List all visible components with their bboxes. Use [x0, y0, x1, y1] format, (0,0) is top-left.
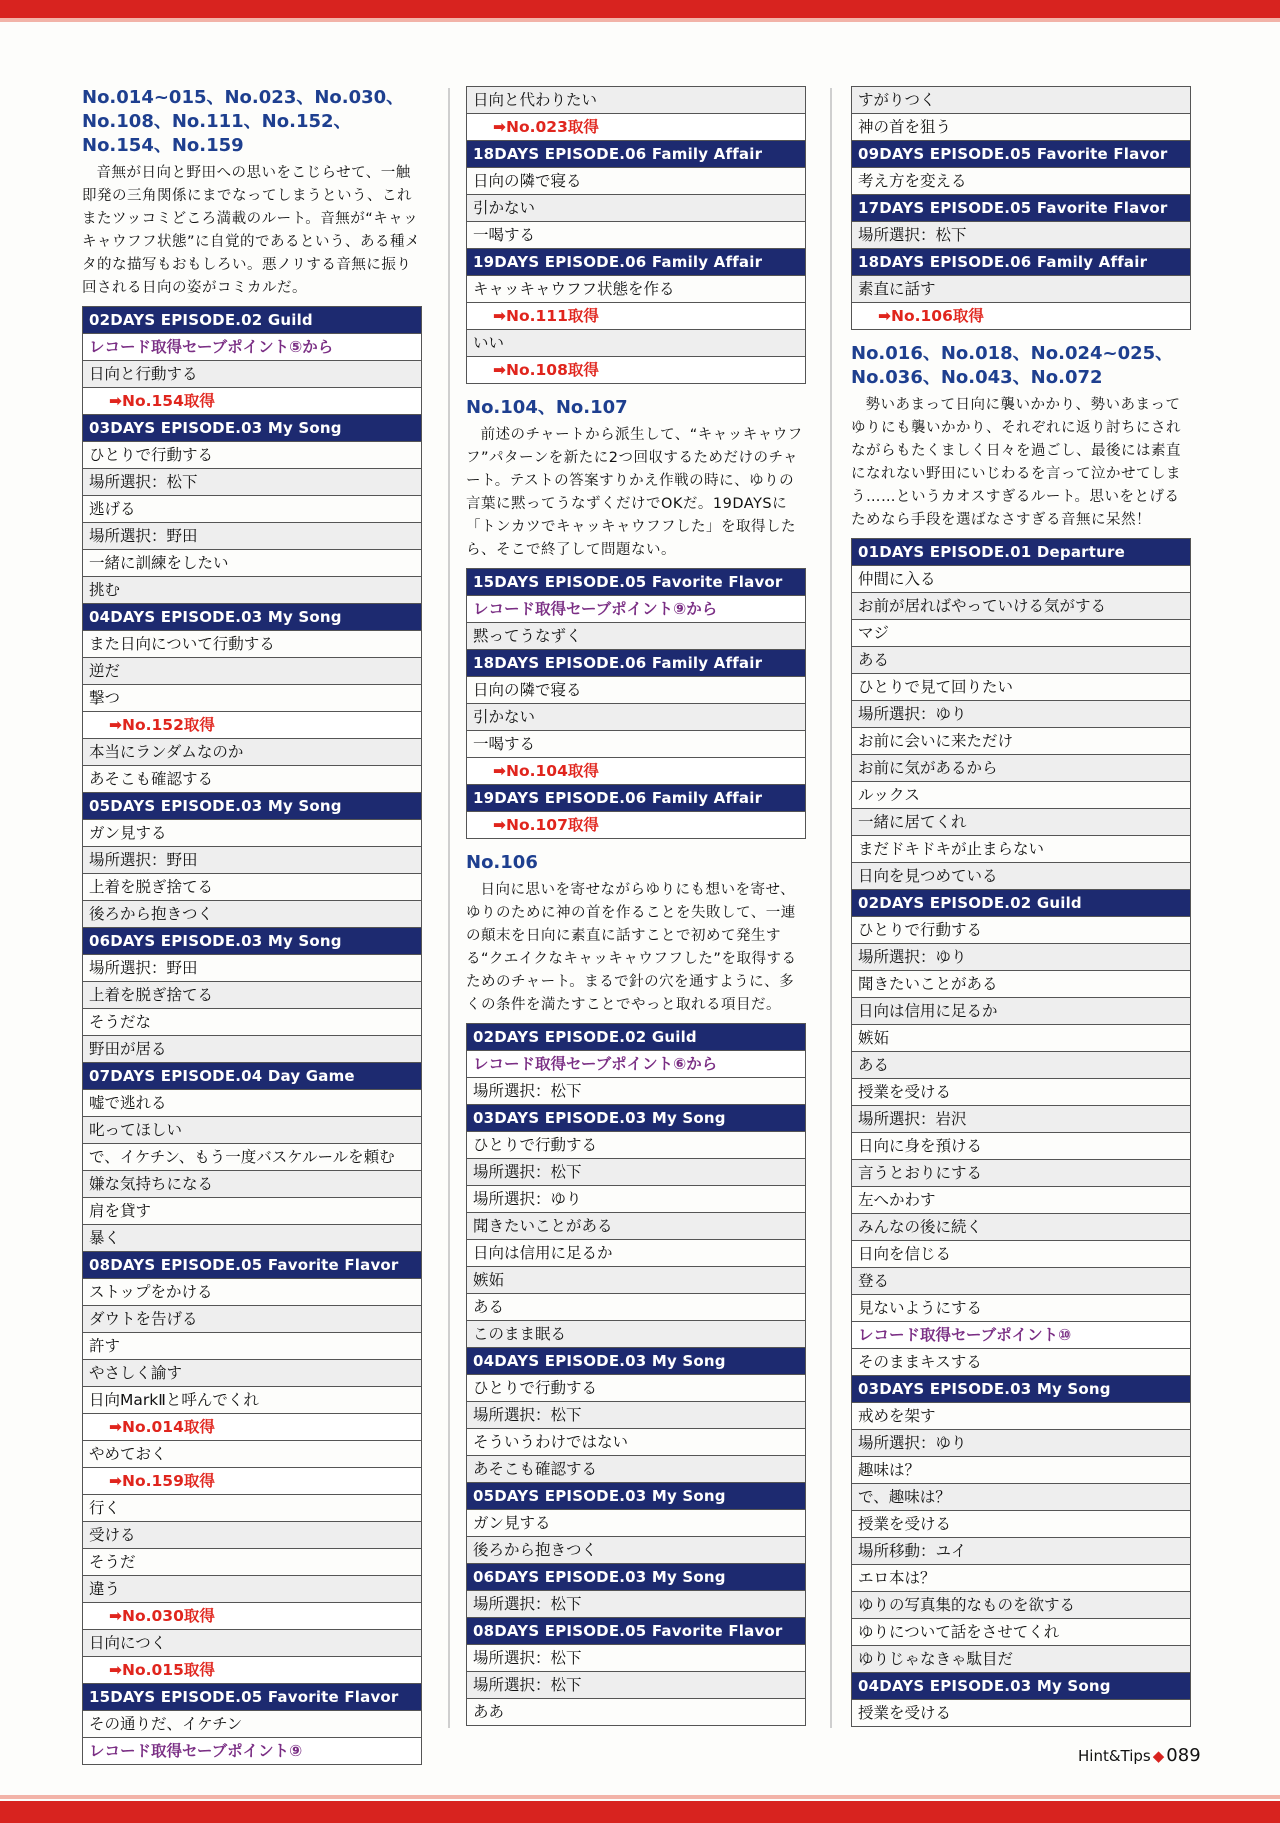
episode-header-row: 18DAYS EPISODE.06 Family Affair — [467, 141, 805, 168]
choice-row: 場所選択：野田 — [83, 523, 421, 550]
record-savepoint-row: レコード取得セーブポイント⑥から — [467, 1051, 805, 1078]
bottom-pink-stripe — [0, 1795, 1280, 1799]
choice-row: 見ないようにする — [852, 1295, 1190, 1322]
choice-row: あそこも確認する — [467, 1456, 805, 1483]
choice-row: また日向について行動する — [83, 631, 421, 658]
choice-row: 考え方を変える — [852, 168, 1190, 195]
choice-row: 黙ってうなずく — [467, 623, 805, 650]
episode-header-row: 17DAYS EPISODE.05 Favorite Flavor — [852, 195, 1190, 222]
footer-section-label: Hint&Tips — [1078, 1747, 1151, 1765]
choice-row: 場所選択：野田 — [83, 955, 421, 982]
choice-row: ひとりで見て回りたい — [852, 674, 1190, 701]
choice-row: 暴く — [83, 1225, 421, 1252]
acquire-result-row: ➡No.015取得 — [83, 1657, 421, 1684]
choice-row: キャッキャウフフ状態を作る — [467, 276, 805, 303]
choice-chart-table — [466, 86, 806, 384]
episode-header-row: 03DAYS EPISODE.03 My Song — [467, 1105, 805, 1132]
acquire-result-row: ➡No.107取得 — [467, 812, 805, 839]
choice-row: お前に会いに来ただけ — [852, 728, 1190, 755]
choice-row: 場所選択：松下 — [467, 1078, 805, 1105]
episode-header-row: 02DAYS EPISODE.02 Guild — [852, 890, 1190, 917]
acquire-result-row: ➡No.108取得 — [467, 357, 805, 384]
choice-row: 引かない — [467, 704, 805, 731]
choice-row: ストップをかける — [83, 1279, 421, 1306]
choice-row: 場所選択：岩沢 — [852, 1106, 1190, 1133]
choice-row: 上着を脱ぎ捨てる — [83, 874, 421, 901]
choice-row: 聞きたいことがある — [467, 1213, 805, 1240]
choice-row: 左へかわす — [852, 1187, 1190, 1214]
acquire-result-row: ➡No.104取得 — [467, 758, 805, 785]
record-savepoint-row: レコード取得セーブポイント⑨ — [83, 1738, 421, 1765]
choice-row: 逃げる — [83, 496, 421, 523]
episode-header-row: 06DAYS EPISODE.03 My Song — [467, 1564, 805, 1591]
choice-row: 仲間に入る — [852, 566, 1190, 593]
page-number: 089 — [1166, 1745, 1201, 1766]
choice-row: 野田が居る — [83, 1036, 421, 1063]
acquire-result-row: ➡No.106取得 — [852, 303, 1190, 330]
acquire-result-row: ➡No.111取得 — [467, 303, 805, 330]
choice-row: 日向は信用に足るか — [852, 998, 1190, 1025]
column-left — [82, 86, 422, 1777]
choice-row: 授業を受ける — [852, 1079, 1190, 1106]
episode-header-row: 08DAYS EPISODE.05 Favorite Flavor — [83, 1252, 421, 1279]
episode-header-row: 03DAYS EPISODE.03 My Song — [852, 1376, 1190, 1403]
choice-row: 場所選択：松下 — [467, 1591, 805, 1618]
column-middle — [466, 86, 806, 1738]
choice-row: 日向を見つめている — [852, 863, 1190, 890]
choice-row: ゆりじゃなきゃ駄目だ — [852, 1646, 1190, 1673]
choice-row: ある — [852, 1052, 1190, 1079]
choice-row: 場所選択：松下 — [852, 222, 1190, 249]
episode-header-row: 15DAYS EPISODE.05 Favorite Flavor — [467, 569, 805, 596]
choice-row: 一緒に居てくれ — [852, 809, 1190, 836]
choice-row: 挑む — [83, 577, 421, 604]
section-title: No.014~015、No.023、No.030、No.108、No.111、No.152、No.154、No.159 — [82, 87, 405, 156]
choice-row: 叱ってほしい — [83, 1117, 421, 1144]
record-savepoint-row: レコード取得セーブポイント⑩ — [852, 1322, 1190, 1349]
choice-row: ゆりについて話をさせてくれ — [852, 1619, 1190, 1646]
choice-row: ゆりの写真集的なものを欲する — [852, 1592, 1190, 1619]
choice-chart-table — [466, 1023, 806, 1726]
choice-row: そうだな — [83, 1009, 421, 1036]
choice-row: このまま眠る — [467, 1321, 805, 1348]
choice-row: 趣味は？ — [852, 1457, 1190, 1484]
choice-row: 登る — [852, 1268, 1190, 1295]
column-divider — [448, 88, 450, 1728]
choice-row: 本当にランダムなのか — [83, 739, 421, 766]
choice-row: 一喝する — [467, 731, 805, 758]
section-description: 日向に思いを寄せながらゆりにも想いを寄せ、ゆりのために神の首を作ることを失敗して、一連の顛末を日向に素直に話すことで初めて発生する“クエイクなキャッキャウフフした”を取得するためのチャート。まるで針の穴を通すように、多くの条件を満たすことでやっと取れる項目だ。 — [466, 882, 797, 1013]
acquire-result-row: ➡No.014取得 — [83, 1414, 421, 1441]
episode-header-row: 15DAYS EPISODE.05 Favorite Flavor — [83, 1684, 421, 1711]
acquire-result-row: ➡No.159取得 — [83, 1468, 421, 1495]
choice-row: ああ — [467, 1699, 805, 1726]
choice-row: ガン見する — [83, 820, 421, 847]
choice-row: 嘘で逃れる — [83, 1090, 421, 1117]
choice-row: 嫉妬 — [852, 1025, 1190, 1052]
choice-row: そのままキスする — [852, 1349, 1190, 1376]
episode-header-row: 07DAYS EPISODE.04 Day Game — [83, 1063, 421, 1090]
choice-row: で、イケチン、もう一度バスケルールを頼む — [83, 1144, 421, 1171]
choice-row: ダウトを告げる — [83, 1306, 421, 1333]
choice-row: ある — [852, 647, 1190, 674]
page-footer — [1078, 1745, 1201, 1766]
choice-row: そういうわけではない — [467, 1429, 805, 1456]
column-right — [851, 86, 1191, 1739]
choice-row: 嫌な気持ちになる — [83, 1171, 421, 1198]
episode-header-row: 06DAYS EPISODE.03 My Song — [83, 928, 421, 955]
choice-row: 日向の隣で寝る — [467, 677, 805, 704]
choice-row: 場所選択：ゆり — [852, 1430, 1190, 1457]
choice-row: 違う — [83, 1576, 421, 1603]
choice-row: 場所選択：ゆり — [467, 1186, 805, 1213]
choice-row: 一緒に訓練をしたい — [83, 550, 421, 577]
acquire-result-row: ➡No.023取得 — [467, 114, 805, 141]
episode-header-row: 09DAYS EPISODE.05 Favorite Flavor — [852, 141, 1190, 168]
choice-row: 嫉妬 — [467, 1267, 805, 1294]
section-title: No.106 — [466, 852, 538, 873]
choice-row: ひとりで行動する — [83, 442, 421, 469]
top-red-band — [0, 0, 1280, 18]
choice-row: お前に気があるから — [852, 755, 1190, 782]
choice-row: 日向MarkⅡと呼んでくれ — [83, 1387, 421, 1414]
choice-row: ガン見する — [467, 1510, 805, 1537]
choice-row: 上着を脱ぎ捨てる — [83, 982, 421, 1009]
choice-row: やさしく諭す — [83, 1360, 421, 1387]
choice-chart-table — [466, 568, 806, 839]
choice-row: 許す — [83, 1333, 421, 1360]
episode-header-row: 05DAYS EPISODE.03 My Song — [467, 1483, 805, 1510]
choice-row: 後ろから抱きつく — [467, 1537, 805, 1564]
choice-row: 受ける — [83, 1522, 421, 1549]
episode-header-row: 02DAYS EPISODE.02 Guild — [83, 307, 421, 334]
record-savepoint-row: レコード取得セーブポイント⑤から — [83, 334, 421, 361]
choice-row: 日向は信用に足るか — [467, 1240, 805, 1267]
choice-row: お前が居ればやっていける気がする — [852, 593, 1190, 620]
choice-row: で、趣味は？ — [852, 1484, 1190, 1511]
choice-row: 一喝する — [467, 222, 805, 249]
episode-header-row: 04DAYS EPISODE.03 My Song — [852, 1673, 1190, 1700]
choice-row: 聞きたいことがある — [852, 971, 1190, 998]
section-title: No.016、No.018、No.024~025、No.036、No.043、No.072 — [851, 343, 1174, 388]
choice-row: 引かない — [467, 195, 805, 222]
record-savepoint-row: レコード取得セーブポイント⑨から — [467, 596, 805, 623]
section-description: 勢いあまって日向に襲いかかり、勢いあまってゆりにも襲いかかり、それぞれに返り討ちにされながらもたくましく日々を過ごし、最後には素直になれない野田にいじわるを言って泣かせてしまう……というカオスすぎるルート。思いをとげるためなら手段を選ばなさすぎる音無に呆然！ — [851, 397, 1181, 528]
choice-row: 日向と行動する — [83, 361, 421, 388]
choice-row: ひとりで行動する — [852, 917, 1190, 944]
choice-row: ひとりで行動する — [467, 1375, 805, 1402]
top-pink-stripe — [0, 18, 1280, 22]
episode-header-row: 19DAYS EPISODE.06 Family Affair — [467, 249, 805, 276]
choice-chart-table — [851, 538, 1191, 1727]
choice-row: ルックス — [852, 782, 1190, 809]
section-description: 音無が日向と野田への思いをこじらせて、一触即発の三角関係にまでなってしまうという、これまたツッコミどころ満載のルート。音無が“キャッキャウフフ状態”に自覚的であるという、ある種メタ的な描写もおもしろい。悪ノリする音無に振り回される日向の姿がコミカルだ。 — [82, 165, 421, 296]
column-divider — [830, 88, 832, 1728]
choice-row: 日向の隣で寝る — [467, 168, 805, 195]
episode-header-row: 04DAYS EPISODE.03 My Song — [83, 604, 421, 631]
acquire-result-row: ➡No.030取得 — [83, 1603, 421, 1630]
choice-row: 神の首を狙う — [852, 114, 1190, 141]
choice-row: 後ろから抱きつく — [83, 901, 421, 928]
episode-header-row: 02DAYS EPISODE.02 Guild — [467, 1024, 805, 1051]
choice-row: 戒めを架す — [852, 1403, 1190, 1430]
choice-row: 場所選択：松下 — [467, 1159, 805, 1186]
diamond-icon: ◆ — [1152, 1747, 1165, 1765]
choice-row: 逆だ — [83, 658, 421, 685]
choice-row: いい — [467, 330, 805, 357]
choice-row: 日向につく — [83, 1630, 421, 1657]
choice-row: すがりつく — [852, 87, 1190, 114]
choice-row: あそこも確認する — [83, 766, 421, 793]
choice-row: 日向を信じる — [852, 1241, 1190, 1268]
choice-row: 場所移動：ユイ — [852, 1538, 1190, 1565]
choice-row: 場所選択：松下 — [467, 1402, 805, 1429]
choice-row: エロ本は？ — [852, 1565, 1190, 1592]
choice-row: 場所選択：松下 — [467, 1645, 805, 1672]
choice-row: 授業を受ける — [852, 1700, 1190, 1727]
choice-row: 授業を受ける — [852, 1511, 1190, 1538]
choice-row: まだドキドキが止まらない — [852, 836, 1190, 863]
choice-row: そうだ — [83, 1549, 421, 1576]
choice-row: 場所選択：ゆり — [852, 944, 1190, 971]
choice-row: 場所選択：野田 — [83, 847, 421, 874]
bottom-red-band — [0, 1801, 1280, 1823]
choice-row: 場所選択：ゆり — [852, 701, 1190, 728]
choice-row: ある — [467, 1294, 805, 1321]
section-title: No.104、No.107 — [466, 397, 628, 418]
choice-row: マジ — [852, 620, 1190, 647]
choice-row: ひとりで行動する — [467, 1132, 805, 1159]
choice-chart-table — [82, 306, 422, 1765]
episode-header-row: 08DAYS EPISODE.05 Favorite Flavor — [467, 1618, 805, 1645]
choice-row: 肩を貸す — [83, 1198, 421, 1225]
choice-row: やめておく — [83, 1441, 421, 1468]
episode-header-row: 04DAYS EPISODE.03 My Song — [467, 1348, 805, 1375]
choice-row: その通りだ、イケチン — [83, 1711, 421, 1738]
episode-header-row: 03DAYS EPISODE.03 My Song — [83, 415, 421, 442]
choice-row: みんなの後に続く — [852, 1214, 1190, 1241]
section-description: 前述のチャートから派生して、“キャッキャウフフ”パターンを新たに2つ回収するためだけのチャート。テストの答案すりかえ作戦の時に、ゆりの言葉に黙ってうなずくだけでOKだ。19DAYSに「トンカツでキャッキャウフフした」を取得したら、そこで終了して問題ない。 — [466, 427, 803, 558]
choice-row: 撃つ — [83, 685, 421, 712]
choice-row: 行く — [83, 1495, 421, 1522]
episode-header-row: 18DAYS EPISODE.06 Family Affair — [852, 249, 1190, 276]
choice-row: 場所選択：松下 — [83, 469, 421, 496]
choice-row: 言うとおりにする — [852, 1160, 1190, 1187]
choice-row: 素直に話す — [852, 276, 1190, 303]
choice-row: 日向に身を預ける — [852, 1133, 1190, 1160]
acquire-result-row: ➡No.154取得 — [83, 388, 421, 415]
acquire-result-row: ➡No.152取得 — [83, 712, 421, 739]
episode-header-row: 19DAYS EPISODE.06 Family Affair — [467, 785, 805, 812]
choice-row: 日向と代わりたい — [467, 87, 805, 114]
choice-row: 場所選択：松下 — [467, 1672, 805, 1699]
episode-header-row: 05DAYS EPISODE.03 My Song — [83, 793, 421, 820]
episode-header-row: 01DAYS EPISODE.01 Departure — [852, 539, 1190, 566]
choice-chart-table — [851, 86, 1191, 330]
episode-header-row: 18DAYS EPISODE.06 Family Affair — [467, 650, 805, 677]
